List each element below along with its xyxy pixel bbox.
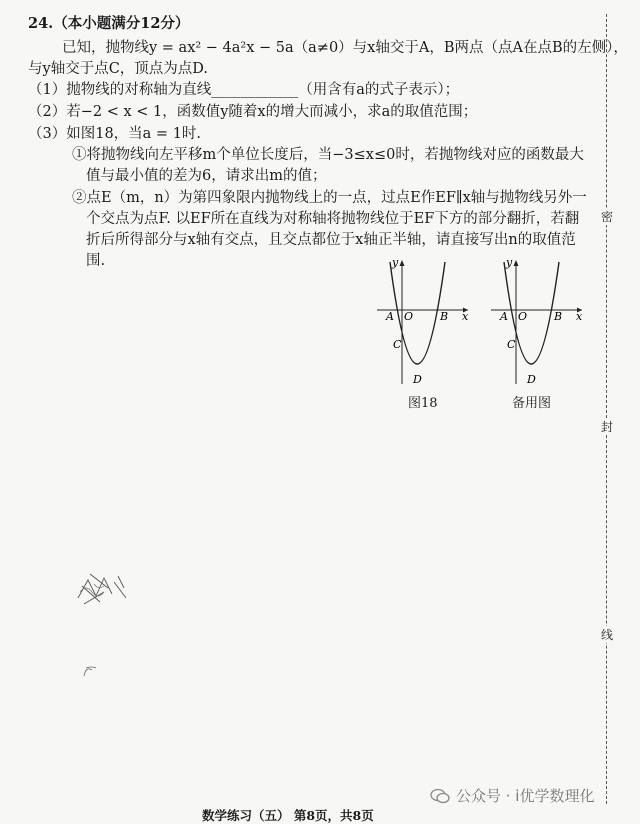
label-y: y: [392, 256, 399, 269]
label-A: A: [386, 310, 394, 323]
label-A: A: [500, 310, 508, 323]
watermark: [430, 785, 594, 806]
binding-mark-xian: 线: [598, 626, 616, 643]
binding-mark-mi: 密: [598, 208, 616, 225]
question-1: （1）抛物线的对称轴为直线____________（用含有a的式子表示）；: [28, 82, 460, 98]
question-3-2-line3: 折后所得部分与x轴有交点，且交点都位于x轴正半轴，请直接写出n的取值范: [86, 232, 576, 248]
label-D: D: [413, 373, 422, 386]
binding-line: [606, 14, 607, 804]
binding-mark-feng: 封: [598, 418, 616, 435]
pencil-scribble: [74, 568, 134, 610]
question-3-2-line1: ②点E（m，n）为第四象限内抛物线上的一点，过点E作EF∥x轴与抛物线另外一: [72, 190, 587, 206]
label-C: C: [393, 338, 402, 351]
backup-figure-graph: [486, 256, 586, 386]
label-x: x: [462, 310, 469, 323]
label-D: D: [527, 373, 536, 386]
backup-figure-caption: 备用图: [512, 396, 552, 411]
figure-18-graph: [372, 256, 472, 386]
label-x: x: [576, 310, 583, 323]
problem-stem-line2: 与y轴交于点C，顶点为点D.: [28, 61, 209, 77]
question-3-2-line4: 围.: [86, 253, 106, 269]
watermark-text: 公众号 · i优学数理化: [456, 787, 595, 805]
question-3-1-line2: 值与最小值的差为6，请求出m的值；: [86, 168, 327, 184]
label-O: O: [404, 310, 414, 323]
question-3-2-line2: 个交点为点F. 以EF所在直线为对称轴将抛物线位于EF下方的部分翻折，若翻: [86, 211, 580, 227]
figure-18-caption: 图18: [408, 396, 438, 411]
question-3: （3）如图18，当a = 1时.: [28, 126, 202, 142]
question-2: （2）若−2 < x < 1，函数值y随着x的增大而减小，求a的取值范围；: [28, 104, 478, 120]
page-footer: 数学练习（五） 第8页，共8页: [202, 808, 374, 823]
label-B: B: [554, 310, 563, 323]
problem-stem-line1: 已知，抛物线y = ax² − 4a²x − 5a（a≠0）与x轴交于A，B两点（点A在点B的左侧），: [62, 40, 628, 56]
question-3-1-line1: ①将抛物线向左平移m个单位长度后，当−3≤x≤0时，若抛物线对应的函数最大: [72, 147, 584, 163]
y-axis-arrow: [400, 260, 405, 266]
wechat-icon: [430, 788, 450, 804]
pencil-mark: [82, 664, 98, 678]
problem-title: 24.（本小题满分12分）: [28, 15, 190, 32]
label-O: O: [518, 310, 528, 323]
label-C: C: [507, 338, 516, 351]
y-axis-arrow: [514, 260, 519, 266]
label-y: y: [506, 256, 513, 269]
label-B: B: [440, 310, 449, 323]
